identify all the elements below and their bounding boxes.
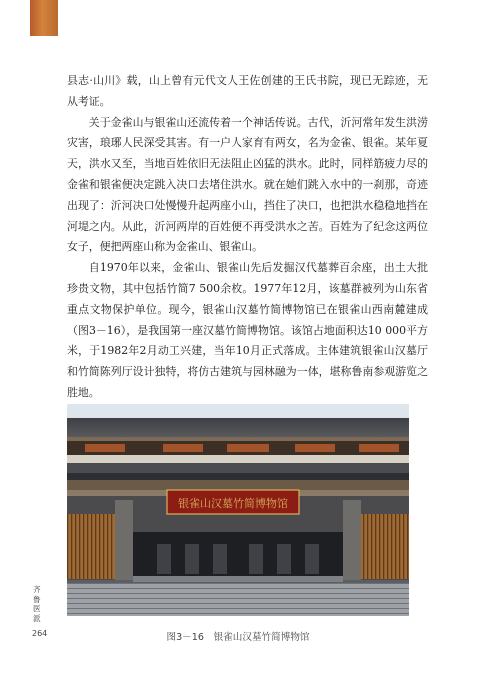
paragraph-3: 自1970年以来，金雀山、银雀山先后发掘汉代墓葬百余座，出土大批珍贵文物，其中包括竹简7 500余枚。1977年12月，该墓群被列为山东省重点文物保护单位。现今，银雀山汉墓竹简博物馆已在银雀山西南麓建成（图3－16），是我国第一座汉墓竹简博物馆。该馆占地面积达10 000平方米，于1982年2月动工兴建，当年10月正式落成。主体建筑银雀山汉墓厅和竹简陈列厅设计独特，将仿古建筑与园林融为一体，堪称鲁南参观游览之胜地。 [67,261,428,399]
body-text [67,71,428,404]
paragraph-2: 关于金雀山与银雀山还流传着一个神话传说。古代，沂河常年发生洪涝灾害，琅琊人民深受其害。有一户人家育有两女，名为金雀、银雀。某年夏天，洪水又至，当地百姓依旧无法阻止凶猛的洪水。此时，同样筋疲力尽的金雀和银雀便决定跳入决口去堵住洪水。就在她们跳入水中的一刹那，奇迹出现了：沂河决口处慢慢升起两座小山，挡住了决口，也把洪水稳稳地挡在河堤之内。从此，沂河两岸的百姓便不再受洪水之苦。百姓为了纪念这两位女子，便把两座山称为金雀山、银雀山。 [67,115,428,254]
figure-caption: 图3－16 银雀山汉墓竹简博物馆 [166,632,310,643]
paragraph-1: 县志·山川》载，山上曾有元代文人王佐创建的王氏书院，现已无踪迹，无从考证。 [67,74,428,108]
running-title: 齐鲁医派 [33,585,41,623]
museum-sign-text: 银雀山汉墓竹简博物馆 [178,497,288,510]
header-accent-bar [30,0,58,36]
museum-photo [67,404,409,616]
page-number: 264 [32,629,48,638]
